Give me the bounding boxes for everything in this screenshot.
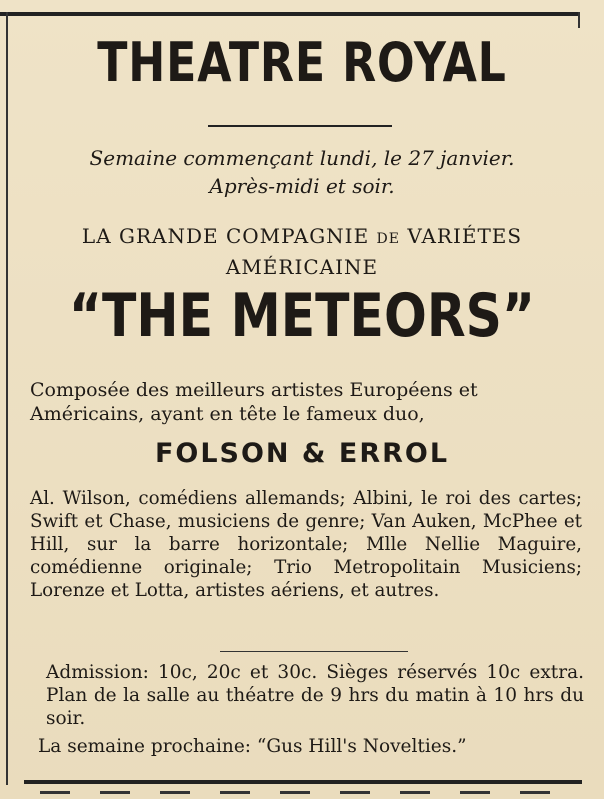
top-border-rule: [0, 12, 580, 16]
headliners: FOLSON & ERROL: [154, 438, 450, 469]
company-line-2: AMÉRICAINE: [225, 255, 379, 279]
composition-text: Composée des meilleurs artistes Européens et Américains, ayant en tête le fameux duo,: [30, 379, 478, 425]
week-line-1: Semaine commençant lundi, le 27 janvier.: [89, 146, 515, 170]
section-divider: [220, 651, 408, 652]
week-info: [0, 144, 604, 200]
week-line-2: Après-midi et soir.: [209, 174, 395, 198]
ad-title: THEATRE ROYAL: [97, 31, 507, 94]
company-part-1: LA GRANDE COMPAGNIE: [81, 224, 370, 248]
company-heading: [0, 222, 604, 281]
left-border-rule: [6, 12, 8, 785]
company-part-2: DE: [376, 231, 400, 247]
artists-list: Al. Wilson, comédiens allemands; Albini, le roi des cartes; Swift et Chase, musiciens de genre; Van Auken, McPhee et Hill, sur la barre horizontale; Mlle Nellie Maguire, comédienne originale; Trio Metropolitain Musiciens; Lorenze et Lotta, artistes aériens, et autres.: [30, 488, 582, 601]
next-week-announcement: La semaine prochaine: “Gus Hill's Novelties.”: [38, 736, 467, 757]
footer-rule: [40, 791, 564, 794]
title-divider: [208, 125, 392, 127]
company-part-3: VARIÉTES: [407, 224, 523, 248]
admission-info: Admission: 10c, 20c et 30c. Sièges réservés 10c extra. Plan de la salle au théatre de 9 hrs du matin à 10 hrs du soir.: [46, 662, 584, 729]
bottom-border-rule: [24, 780, 582, 784]
company-line-1: [0, 222, 604, 253]
show-title: “THE METEORS”: [68, 281, 536, 351]
right-border-rule: [578, 12, 580, 28]
